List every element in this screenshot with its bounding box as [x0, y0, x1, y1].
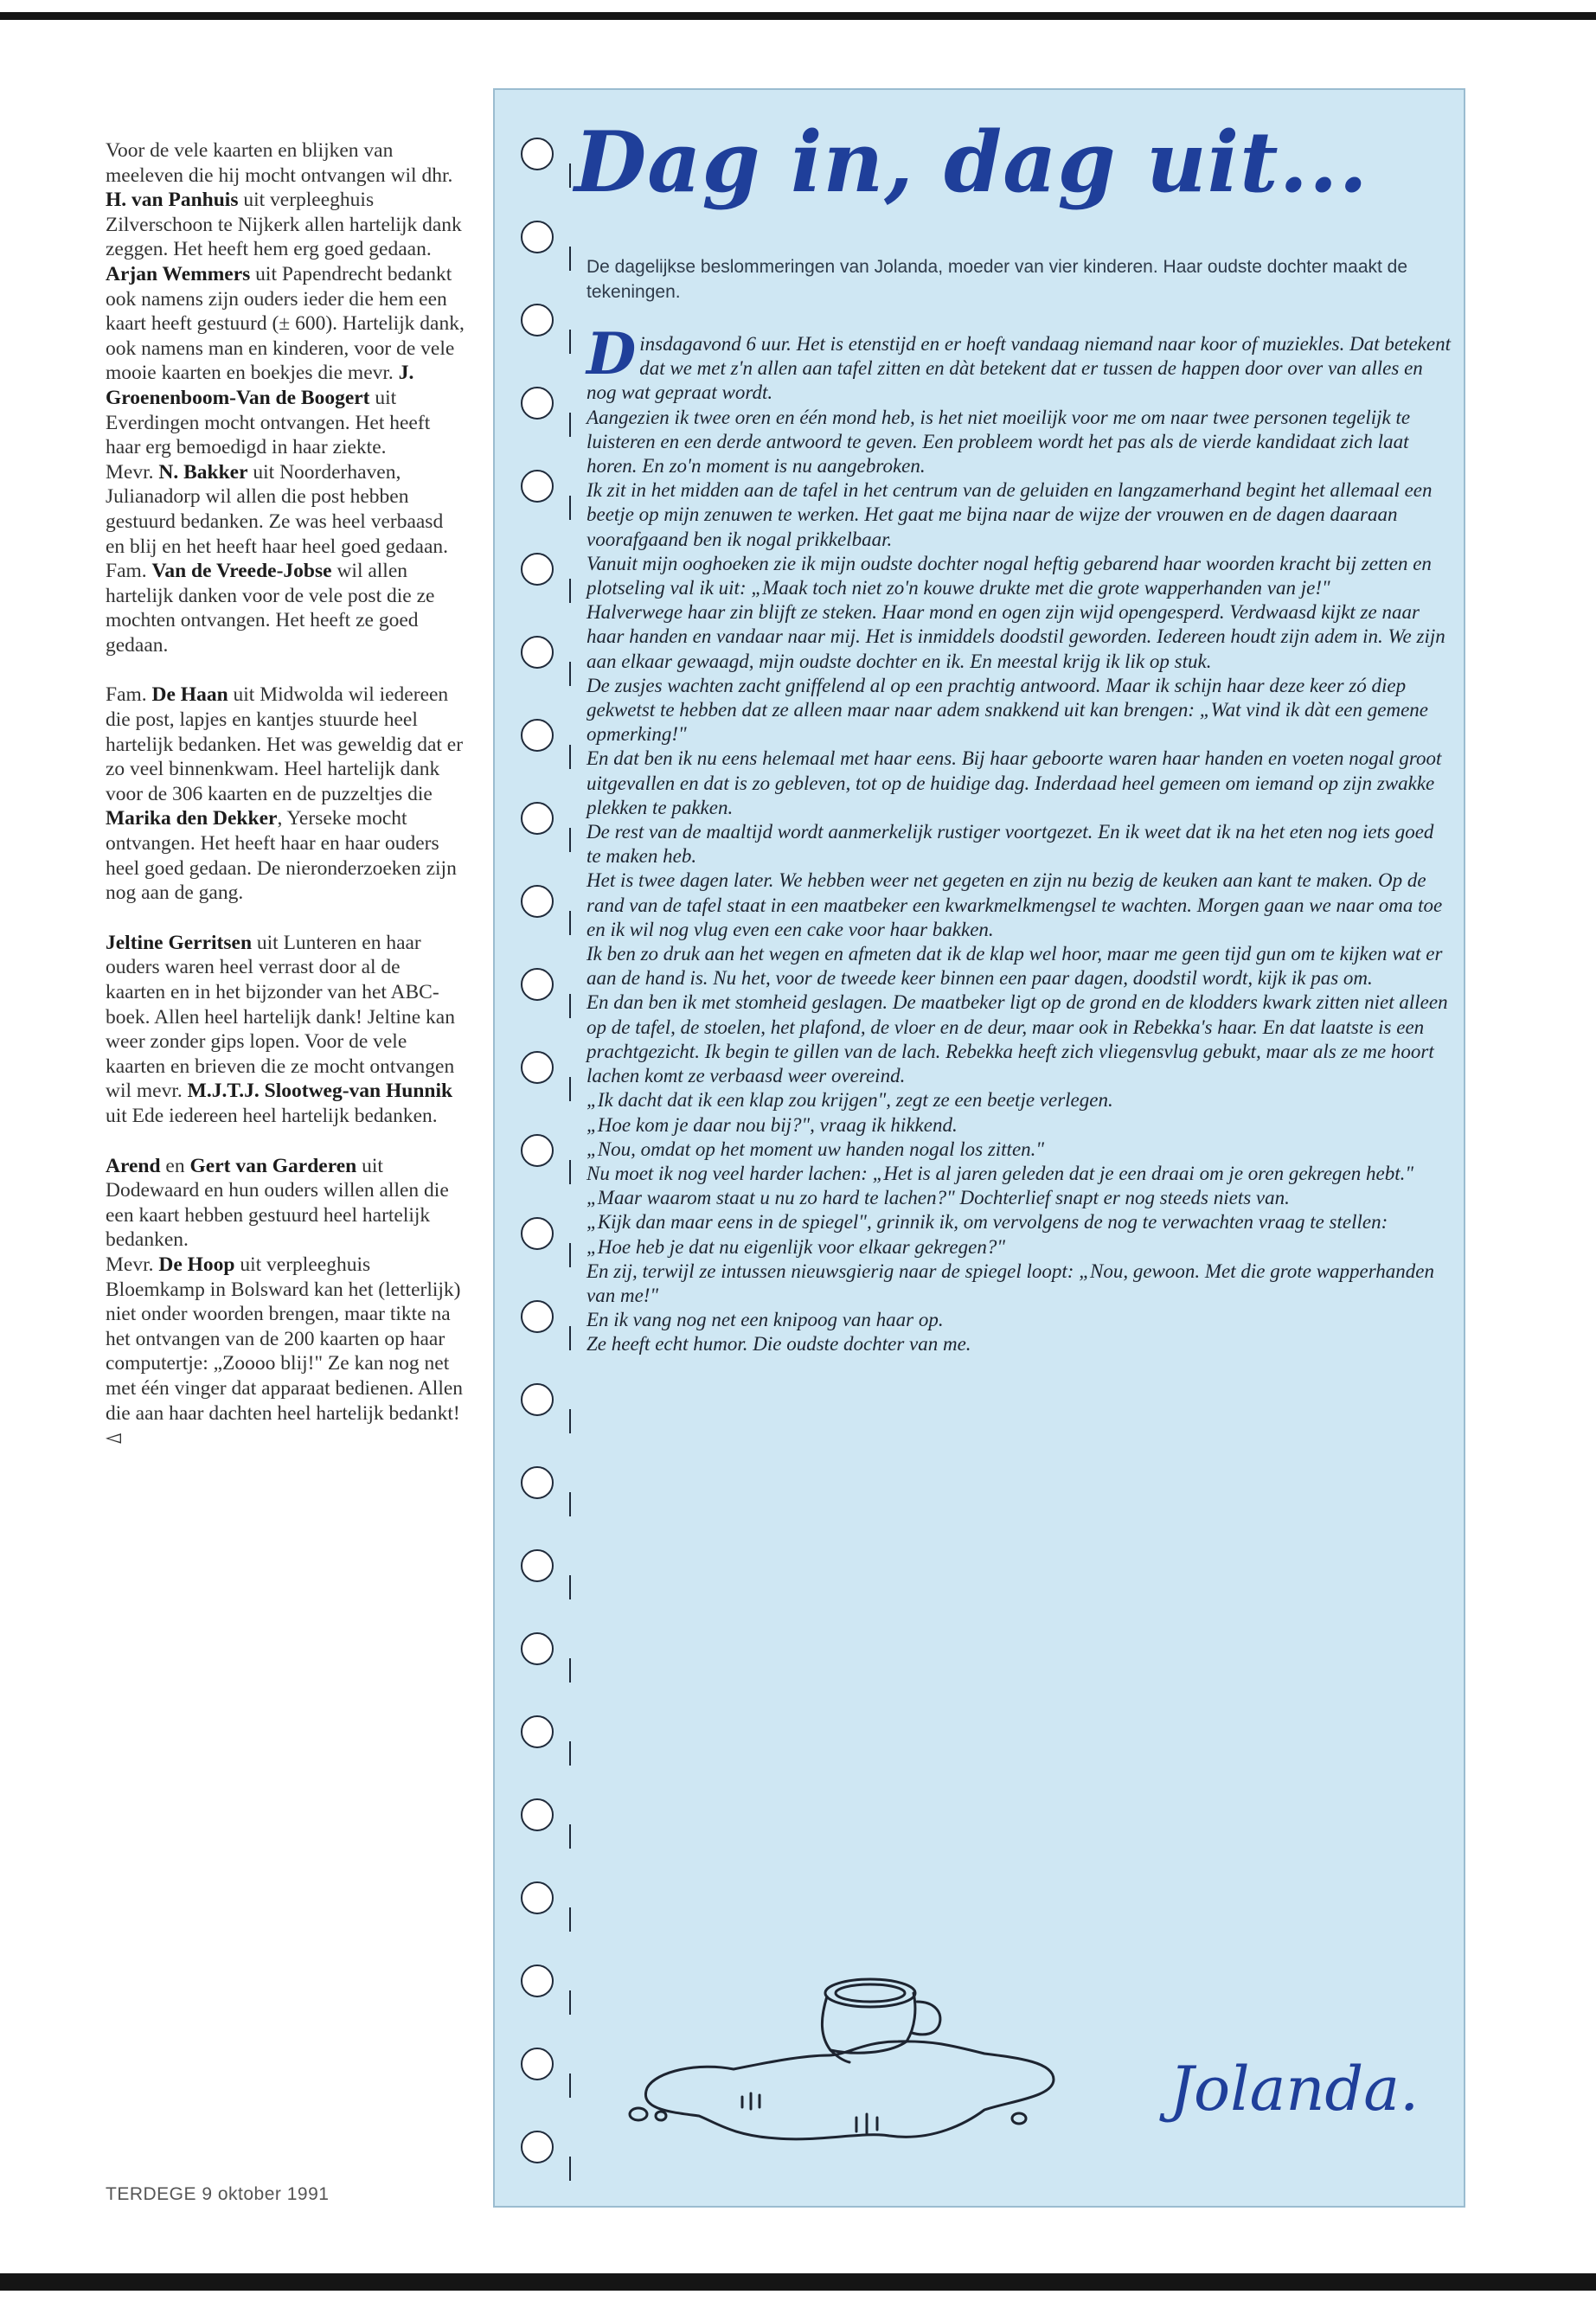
- margin-tick: [569, 1990, 571, 2015]
- story-paragraph: [586, 1210, 1452, 1234]
- recipient-name: M.J.T.J. Slootweg-van Hunnik: [187, 1080, 453, 1103]
- story-paragraph: [586, 1138, 1452, 1162]
- binder-hole-icon: [521, 968, 554, 1001]
- recipient-name: J. Groenenboom-Van de Boogert: [106, 362, 414, 409]
- story-paragraph-text: Ik zit in het midden aan de tafel in het centrum van de geluiden en langzamerhand begint het allemaal een beetje op mijn zenuwen te werken. Het gaat me bijna naar de wijze der vrouwen en de dagen daaraan voorafgaand ben ik nogal prikkelbaar.: [586, 479, 1433, 550]
- story-paragraph: [586, 1186, 1452, 1210]
- margin-tick: [569, 662, 571, 686]
- story-paragraph: [586, 942, 1452, 990]
- story-paragraph-text: „Hoe heb je dat nu eigenlijk voor elkaar gekregen?": [586, 1235, 1005, 1258]
- binder-hole-icon: [521, 802, 554, 835]
- binder-hole-icon: [521, 2131, 554, 2163]
- paragraph-text: wil allen hartelijk danken voor de vele post die ze mochten ontvangen. Het heeft ze goed gedaan.: [106, 560, 435, 657]
- thank-you-column: [106, 138, 465, 1451]
- margin-tick: [569, 2157, 571, 2181]
- story-paragraph-text: Het is twee dagen later. We hebben weer net gegeten en zijn nu bezig de keuken aan kant te maken. Op de rand van de tafel staat in een maatbeker een kwarkmelkmengsel te wachten. Morgen gaan we naar oma toe en ik wil nog vlug even een cake voor haar bakken.: [586, 869, 1443, 940]
- story-paragraph: [586, 600, 1452, 674]
- story-paragraph: [586, 320, 1452, 406]
- recipient-name: De Hoop: [158, 1253, 235, 1276]
- thank-you-paragraph: [106, 460, 465, 559]
- margin-tick: [569, 2073, 571, 2098]
- paragraph-text: en: [160, 1154, 190, 1177]
- binder-hole-icon: [521, 1549, 554, 1582]
- binder-hole-icon: [521, 1051, 554, 1084]
- binder-hole-icon: [521, 1466, 554, 1499]
- drop-cap: D: [586, 320, 637, 388]
- paragraph-text: Fam.: [106, 683, 152, 707]
- paragraph-text: uit Papendrecht bedankt ook namens zijn ouders ieder die hem een kaart heeft gestuurd (± 600). Hartelijk dank, ook namens man en kinderen, voor de vele mooie kaarten en boekjes die mevr.: [106, 262, 465, 385]
- story-paragraph: [586, 747, 1452, 820]
- margin-tick: [569, 745, 571, 769]
- binder-hole-icon: [521, 1300, 554, 1333]
- paragraph-text: uit Dodewaard en hun ouders willen allen die een kaart hebben gestuurd heel hartelijk bedanken.: [106, 1154, 449, 1252]
- column-subtitle: De dagelijkse beslommeringen van Jolanda, moeder van vier kinderen. Haar oudste dochter maakt de tekeningen.: [586, 257, 1408, 302]
- thank-you-paragraph: [106, 683, 465, 905]
- story-paragraph-text: En dan ben ik met stomheid geslagen. De maatbeker ligt op de grond en de klodders kwark zitten niet alleen op de tafel, de stoelen, het plafond, de vloer en de deur, maar ook in Rebekka's haar. En dat laatste is een prachtgezicht. Ik begin te gillen van de lach. Rebekka heeft zich vliegensvlug gebukt, maar als ze me hoort lachen komt ze verbaasd weer overeind.: [586, 991, 1448, 1087]
- binder-hole-icon: [521, 553, 554, 586]
- margin-tick: [569, 1326, 571, 1350]
- paragraph-text: Mevr.: [106, 1253, 159, 1276]
- story-paragraph-text: „Maar waarom staat u nu zo hard te lachen?" Dochterlief snapt er nog steeds niets van.: [586, 1187, 1290, 1209]
- margin-tick: [569, 413, 571, 437]
- margin-tick: [569, 1658, 571, 1682]
- margin-tick: [569, 330, 571, 354]
- story-paragraph: [586, 1308, 1452, 1332]
- story-paragraph-text: „Hoe kom je daar nou bij?", vraag ik hikkend.: [586, 1113, 958, 1136]
- margin-tick: [569, 1243, 571, 1267]
- paragraph-text: uit verpleeghuis Bloemkamp in Bolsward kan het (letterlijk) niet onder woorden brengen, maar tikte na het ontvangen van de 200 kaarten op haar computertje: „Zoooo blij!" Ze kan nog net met één vinger dat apparaat bedienen. Allen die aan haar dachten heel hartelijk bedankt! ◅: [106, 1253, 464, 1450]
- story-paragraph-text: „Kijk dan maar eens in de spiegel", grinnik ik, om vervolgens de nog te verwachten vraag te stellen:: [586, 1211, 1388, 1234]
- issue-footer: TERDEGE 9 oktober 1991: [106, 2184, 330, 2204]
- paragraph-text: uit Noorderhaven, Julianadorp wil allen die post hebben gestuurd bedanken. Ze was heel verbaasd en blij en het heeft haar heel goed gedaan.: [106, 460, 449, 558]
- story-paragraph-text: „Nou, omdat op het moment uw handen nogal los zitten.": [586, 1138, 1045, 1160]
- binder-hole-icon: [521, 387, 554, 420]
- story-paragraph-text: Vanuit mijn ooghoeken zie ik mijn oudste dochter nogal heftig gebarend haar woorden kracht bij zetten en plotseling val ik uit: „Maak toch niet zo'n kouwe drukte met die grote wapperhanden van je!": [586, 552, 1432, 599]
- story-paragraph: [586, 1259, 1452, 1308]
- margin-tick: [569, 1492, 571, 1516]
- story-paragraph: [586, 1332, 1452, 1356]
- recipient-name: Gert van Garderen: [189, 1154, 357, 1177]
- bottom-rule: [0, 2273, 1596, 2291]
- binder-hole-icon: [521, 221, 554, 253]
- story-paragraph: [586, 552, 1452, 600]
- recipient-name: N. Bakker: [158, 460, 248, 484]
- recipient-name: Van de Vreede-Jobse: [151, 560, 332, 583]
- binder-hole-icon: [521, 885, 554, 918]
- margin-tick: [569, 1160, 571, 1184]
- story-paragraph: [586, 406, 1452, 479]
- binder-hole-icon: [521, 1881, 554, 1914]
- recipient-name: De Haan: [151, 683, 228, 707]
- story-paragraph: [586, 820, 1452, 868]
- story-paragraph: [586, 1113, 1452, 1138]
- spilled-measuring-cup-icon: [604, 1958, 1192, 2166]
- story-paragraph-text: Halverwege haar zin blijft ze steken. Haar mond en ogen zijn wijd opengesperd. Verdwaasd kijkt ze naar haar handen en vandaar naar mij. Het is inmiddels doodstil geworden. Iedereen houdt zijn adem in. We zijn aan elkaar gewaagd, mijn oudste dochter en ik. En meestal krijg ik lik op stuk.: [586, 601, 1445, 672]
- binder-hole-icon: [521, 138, 554, 170]
- margin-tick: [569, 1907, 571, 1932]
- binder-hole-icon: [521, 304, 554, 336]
- binder-holes: [517, 138, 569, 2179]
- binder-hole-icon: [521, 1383, 554, 1416]
- margin-tick: [569, 1575, 571, 1599]
- margin-tick: [569, 828, 571, 852]
- margin-tick: [569, 1741, 571, 1766]
- thank-you-paragraph: [106, 1253, 465, 1451]
- margin-tick: [569, 579, 571, 603]
- story-paragraph: [586, 990, 1452, 1088]
- binder-hole-icon: [521, 1715, 554, 1748]
- story-paragraph-text: „Ik dacht dat ik een klap zou krijgen", zegt ze een beetje verlegen.: [586, 1089, 1113, 1112]
- story-paragraph-text: insdagavond 6 uur. Het is etenstijd en er hoeft vandaag niemand naar koor of muziekles. Dat betekent dat we met z'n allen aan tafel zitten en dàt betekent dat er tussen de happen door over van alles en nog wat gepraat wordt.: [586, 333, 1451, 404]
- paragraph-text: Fam.: [106, 560, 152, 583]
- thank-you-paragraph: [106, 931, 465, 1129]
- recipient-name: Arend: [106, 1154, 161, 1177]
- binder-hole-icon: [521, 636, 554, 669]
- story-paragraph-text: Aangezien ik twee oren en één mond heb, is het niet moeilijk voor me om naar twee personen tegelijk te luisteren en een derde antwoord te geven. Een probleem wordt het pas als de vierde kandidaat zich laat horen. En zo'n moment is nu aangebroken.: [586, 406, 1411, 478]
- top-rule: [0, 12, 1596, 20]
- margin-tick: [569, 1824, 571, 1849]
- binder-hole-icon: [521, 1965, 554, 1997]
- margin-tick: [569, 1077, 571, 1101]
- paragraph-text: uit Midwolda wil iedereen die post, lapjes en kantjes stuurde heel hartelijk bedanken. Het was geweldig dat er zo veel binnenkwam. Heel hartelijk dank voor de 306 kaarten en de puzzeltjes die: [106, 683, 464, 805]
- paragraph-text: , Yerseke mocht ontvangen. Het heeft haar en haar ouders heel goed gedaan. De nieronderzoeken zijn nog aan de gang.: [106, 807, 457, 905]
- story-paragraph-text: Ik ben zo druk aan het wegen en afmeten dat ik de klap wel hoor, maar me geen tijd gun om te kijken wat er aan de hand is. Nu het, voor de tweede keer binnen een paar dagen, doodstil wordt, kijk ik pas om.: [586, 943, 1443, 990]
- thank-you-paragraph: [106, 559, 465, 657]
- paragraph-text: uit Lunteren en haar ouders waren heel verrast door al de kaarten en in het bijzonder van het ABC-boek. Allen heel hartelijk dank! Jeltine kan weer zonder gips lopen. Voor de vele kaarten en brieven die ze mocht ontvangen wil mevr.: [106, 931, 455, 1103]
- recipient-name: H. van Panhuis: [106, 189, 239, 212]
- story-paragraph-text: Ze heeft echt humor. Die oudste dochter van me.: [586, 1333, 971, 1356]
- thank-you-paragraph: [106, 262, 465, 460]
- notebook-page: [493, 88, 1465, 2208]
- binder-hole-icon: [521, 2048, 554, 2080]
- margin-tick: [569, 163, 571, 188]
- paragraph-text: uit Ede iedereen heel hartelijk bedanken.: [106, 1104, 438, 1127]
- paragraph-text: uit Everdingen mocht ontvangen. Het heeft haar erg bemoedigd in haar ziekte.: [106, 386, 431, 459]
- recipient-name: Jeltine Gerritsen: [106, 931, 253, 954]
- story-paragraph: [586, 1162, 1452, 1186]
- story-paragraph: [586, 674, 1452, 747]
- recipient-name: Arjan Wemmers: [106, 262, 251, 285]
- story-paragraph-text: En ik vang nog net een knipoog van haar op.: [586, 1309, 944, 1331]
- binder-hole-icon: [521, 1798, 554, 1831]
- margin-tick: [569, 496, 571, 520]
- story-paragraph-text: En dat ben ik nu eens helemaal met haar eens. Bij haar geboorte waren haar handen en voeten nogal groot uitgevallen en dat is zo gebleven, tot op de huidige dag. Inderdaad heel gemeen om iemand op zijn zwakke plekken te pakken.: [586, 747, 1442, 818]
- thank-you-paragraph: [106, 1154, 465, 1253]
- margin-tick: [569, 247, 571, 271]
- recipient-name: Marika den Dekker: [106, 807, 278, 830]
- margin-tick: [569, 911, 571, 935]
- paragraph-text: uit verpleeghuis Zilverschoon te Nijkerk allen hartelijk dank zeggen. Het heeft hem erg goed gedaan.: [106, 189, 462, 261]
- story-paragraph: [586, 1235, 1452, 1259]
- paragraph-text: Voor de vele kaarten en blijken van meeleven die hij mocht ontvangen wil dhr.: [106, 139, 453, 187]
- binder-hole-icon: [521, 719, 554, 752]
- story-paragraph: [586, 868, 1452, 942]
- story-paragraph: [586, 1088, 1452, 1112]
- margin-tick: [569, 994, 571, 1018]
- story-paragraph-text: En zij, terwijl ze intussen nieuwsgierig naar de spiegel loopt: „Nou, gewoon. Met die grote wapperhanden van me!": [586, 1259, 1434, 1306]
- story-text: [586, 320, 1452, 1357]
- thank-you-paragraph: [106, 138, 465, 262]
- story-paragraph-text: Nu moet ik nog veel harder lachen: „Het is al jaren geleden dat je een draai om je oren gekregen hebt.": [586, 1162, 1414, 1184]
- binder-hole-icon: [521, 1217, 554, 1250]
- story-paragraph: [586, 478, 1452, 552]
- paragraph-text: Mevr.: [106, 460, 159, 484]
- binder-hole-icon: [521, 470, 554, 503]
- signature: Jolanda.: [1170, 2054, 1420, 2125]
- story-paragraph-text: De zusjes wachten zacht gniffelend al op een prachtig antwoord. Maar ik schijn haar deze keer zó diep gekwetst te hebben dat ze alleen maar naar adem snakkend uit kan brengen: „Wat vind ik dàt een gemene opmerking!": [586, 674, 1428, 746]
- margin-tick: [569, 1409, 571, 1433]
- binder-hole-icon: [521, 1134, 554, 1167]
- story-paragraph-text: De rest van de maaltijd wordt aanmerkelijk rustiger voortgezet. En ik weet dat ik na het eten nog iets goed te maken heb.: [586, 821, 1434, 868]
- binder-hole-icon: [521, 1632, 554, 1665]
- column-headline: Dag in, dag uit...: [574, 113, 1368, 211]
